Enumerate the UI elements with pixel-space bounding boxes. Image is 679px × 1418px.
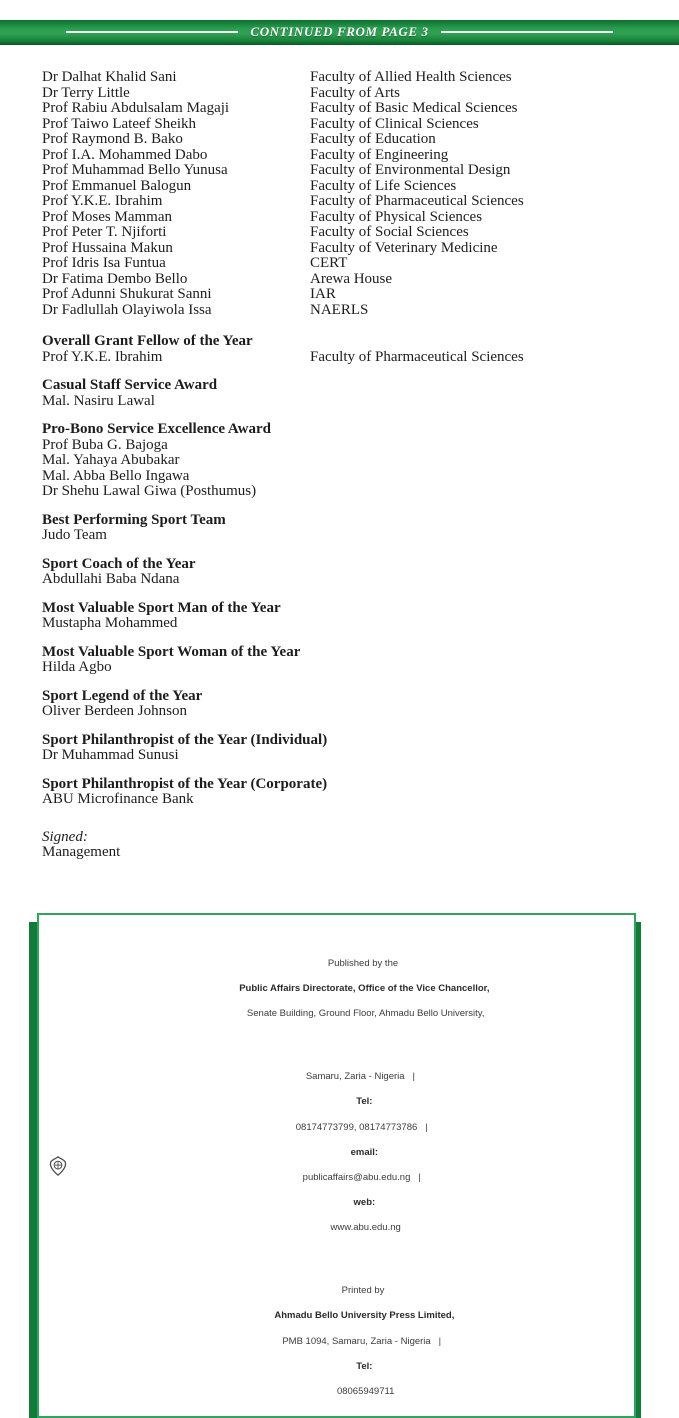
award-section <box>42 557 643 588</box>
fellow-name: Prof Taiwo Lateef Sheikh <box>42 115 197 132</box>
fellow-affiliation: IAR <box>310 286 336 302</box>
recipient-name: Dr Shehu Lawal Giwa (Posthumus) <box>42 483 257 499</box>
award-title: Sport Philanthropist of the Year (Corporate) <box>42 775 328 792</box>
fellow-row <box>42 148 643 164</box>
award-recipients <box>42 350 643 366</box>
fellow-name: Prof Moses Mamman <box>42 208 172 225</box>
award-recipient-row <box>42 528 643 544</box>
fellow-name: Prof I.A. Mohammed Dabo <box>42 146 208 163</box>
fellows-list <box>42 70 643 318</box>
recipient-name: Mal. Abba Bello Ingawa <box>42 467 190 484</box>
fellow-name: Prof Y.K.E. Ibrahim <box>42 193 163 209</box>
fellow-name: Prof Hussaina Makun <box>42 239 173 256</box>
award-recipients <box>42 704 643 720</box>
recipient-affiliation <box>310 438 643 454</box>
signed-label: Signed: <box>42 828 88 845</box>
fellow-affiliation: Faculty of Allied Health Sciences <box>310 69 512 85</box>
fellow-row <box>42 86 643 102</box>
fellow-affiliation: Faculty of Clinical Sciences <box>310 115 479 132</box>
fellow-affiliation: Faculty of Veterinary Medicine <box>310 239 498 256</box>
award-recipients <box>42 394 643 410</box>
recipient-name: ABU Microfinance Bank <box>42 791 194 807</box>
signed-block <box>42 830 643 861</box>
award-recipients <box>42 528 643 544</box>
footer-lines <box>71 920 626 1411</box>
award-recipients <box>42 616 643 632</box>
footer-text-segment: Tel: <box>356 1360 373 1372</box>
recipient-affiliation <box>310 572 643 588</box>
fellow-row <box>42 163 643 179</box>
footer-text-segment: www.abu.edu.ng <box>327 1222 401 1234</box>
recipient-name: Dr Muhammad Sunusi <box>42 747 179 763</box>
award-section <box>42 733 643 764</box>
recipient-affiliation <box>310 616 643 632</box>
recipient-name: Oliver Berdeen Johnson <box>42 703 187 719</box>
footer-line <box>71 1033 626 1247</box>
award-section <box>42 645 643 676</box>
banner-left-rule <box>66 31 238 33</box>
recipient-name: Mal. Yahaya Abubakar <box>42 452 180 468</box>
award-section <box>42 513 643 544</box>
award-recipient-row <box>42 616 643 632</box>
award-title: Most Valuable Sport Man of the Year <box>42 599 281 616</box>
award-section <box>42 422 643 500</box>
award-recipient-row <box>42 350 643 366</box>
fellow-name: Prof Peter T. Njiforti <box>42 224 167 240</box>
award-recipient-row <box>42 748 643 764</box>
newsletter-page <box>0 20 679 1397</box>
footer-text-segment: publicaffairs@abu.edu.ng | <box>300 1171 429 1183</box>
abu-crest-logo <box>47 1155 69 1177</box>
award-recipient-row <box>42 469 643 485</box>
fellow-name: Dr Dalhat Khalid Sani <box>42 69 177 85</box>
award-title: Pro-Bono Service Excellence Award <box>42 421 271 437</box>
footer-text-segment: 08174773799, 08174773786 | <box>293 1121 436 1133</box>
recipient-affiliation <box>310 660 643 676</box>
banner-right-rule <box>441 31 613 33</box>
award-title: Overall Grant Fellow of the Year <box>42 333 253 349</box>
fellow-affiliation: Faculty of Social Sciences <box>310 224 469 240</box>
award-recipient-row <box>42 572 643 588</box>
fellow-affiliation: Faculty of Basic Medical Sciences <box>310 100 518 116</box>
fellow-row <box>42 256 643 272</box>
fellow-affiliation: NAERLS <box>310 301 369 318</box>
fellow-row <box>42 70 643 86</box>
recipient-name: Hilda Agbo <box>42 659 112 675</box>
footer-box <box>37 913 636 1418</box>
fellow-row <box>42 303 643 319</box>
award-recipients <box>42 748 643 764</box>
award-title: Casual Staff Service Award <box>42 377 218 393</box>
fellow-row <box>42 241 643 257</box>
award-section <box>42 378 643 409</box>
recipient-affiliation <box>310 453 643 469</box>
recipient-affiliation <box>310 792 643 808</box>
award-recipient-row <box>42 660 643 676</box>
fellow-name: Dr Terry Little <box>42 84 130 101</box>
footer-text-segment: 08065949711 <box>334 1385 395 1397</box>
fellow-affiliation: Faculty of Arts <box>310 84 400 101</box>
fellow-affiliation: CERT <box>310 255 348 271</box>
award-section <box>42 334 643 365</box>
fellow-name: Dr Fatima Dembo Bello <box>42 270 188 287</box>
fellow-affiliation: Faculty of Education <box>310 131 436 147</box>
recipient-name: Judo Team <box>42 527 107 543</box>
awards-list <box>42 334 643 808</box>
footer-text-segment: Samaru, Zaria - Nigeria | <box>305 1071 423 1083</box>
award-section <box>42 689 643 720</box>
award-recipients <box>42 792 643 808</box>
fellow-affiliation: Arewa House <box>310 270 393 287</box>
recipient-name: Mal. Nasiru Lawal <box>42 392 155 409</box>
award-recipients <box>42 660 643 676</box>
award-recipient-row <box>42 792 643 808</box>
signed-by: Management <box>42 844 121 860</box>
footer-line <box>71 1247 626 1411</box>
award-recipient-row <box>42 484 643 500</box>
fellow-row <box>42 272 643 288</box>
award-section <box>42 601 643 632</box>
award-title: Sport Legend of the Year <box>42 687 203 704</box>
recipient-affiliation <box>310 469 643 485</box>
fellow-name: Prof Idris Isa Funtua <box>42 255 166 271</box>
fellow-affiliation: Faculty of Environmental Design <box>310 162 511 178</box>
continued-banner <box>0 20 679 44</box>
award-recipient-row <box>42 704 643 720</box>
fellow-row <box>42 101 643 117</box>
fellow-row <box>42 210 643 226</box>
recipient-name: Prof Y.K.E. Ibrahim <box>42 348 163 365</box>
fellow-name: Dr Fadlullah Olayiwola Issa <box>42 301 212 318</box>
banner-title: CONTINUED FROM PAGE 3 <box>250 24 429 39</box>
award-title: Most Valuable Sport Woman of the Year <box>42 643 301 660</box>
fellow-name: Prof Muhammad Bello Yunusa <box>42 162 228 178</box>
recipient-affiliation <box>310 528 643 544</box>
fellow-row <box>42 225 643 241</box>
footer-text-segment: web: <box>353 1197 376 1209</box>
fellow-row <box>42 117 643 133</box>
award-title: Sport Philanthropist of the Year (Individual) <box>42 731 328 748</box>
award-title: Best Performing Sport Team <box>42 511 226 528</box>
recipient-affiliation <box>310 748 643 764</box>
fellow-name: Prof Rabiu Abdulsalam Magaji <box>42 100 230 116</box>
footer-text-segment: Tel: <box>356 1096 373 1108</box>
recipient-affiliation <box>310 484 643 500</box>
recipient-name: Prof Buba G. Bajoga <box>42 436 168 453</box>
page-content <box>0 44 679 861</box>
fellow-affiliation: Faculty of Physical Sciences <box>310 208 483 225</box>
award-section <box>42 777 643 808</box>
award-recipients <box>42 572 643 588</box>
footer-text-segment: email: <box>350 1146 379 1158</box>
footer-text-segment: Printed by <box>341 1285 388 1297</box>
footer-text-segment: Public Affairs Directorate, Office of the Vice Chancellor, <box>239 982 490 994</box>
recipient-affiliation <box>310 394 643 410</box>
footer-text-segment: PMB 1094, Samaru, Zaria - Nigeria | <box>279 1335 449 1347</box>
fellow-affiliation: Faculty of Pharmaceutical Sciences <box>310 193 524 209</box>
footer-text-segment: Senate Building, Ground Floor, Ahmadu Bello University, <box>244 1008 485 1020</box>
award-recipient-row <box>42 453 643 469</box>
fellow-row <box>42 194 643 210</box>
recipient-name: Mustapha Mohammed <box>42 615 178 631</box>
fellow-name: Prof Raymond B. Bako <box>42 131 183 147</box>
fellow-name: Prof Emmanuel Balogun <box>42 177 192 194</box>
award-recipient-row <box>42 438 643 454</box>
footer-text-segment: Ahmadu Bello University Press Limited, <box>274 1310 455 1322</box>
fellow-name: Prof Adunni Shukurat Sanni <box>42 286 212 302</box>
footer-line <box>71 920 626 1033</box>
fellow-row <box>42 179 643 195</box>
fellow-affiliation: Faculty of Life Sciences <box>310 177 457 194</box>
recipient-affiliation <box>310 704 643 720</box>
award-recipients <box>42 438 643 500</box>
award-recipient-row <box>42 394 643 410</box>
recipient-affiliation: Faculty of Pharmaceutical Sciences <box>310 348 524 365</box>
footer-text-segment: Published by the <box>327 957 401 969</box>
recipient-name: Abdullahi Baba Ndana <box>42 571 180 587</box>
fellow-row <box>42 287 643 303</box>
fellow-row <box>42 132 643 148</box>
fellow-affiliation: Faculty of Engineering <box>310 146 449 163</box>
award-title: Sport Coach of the Year <box>42 555 196 572</box>
